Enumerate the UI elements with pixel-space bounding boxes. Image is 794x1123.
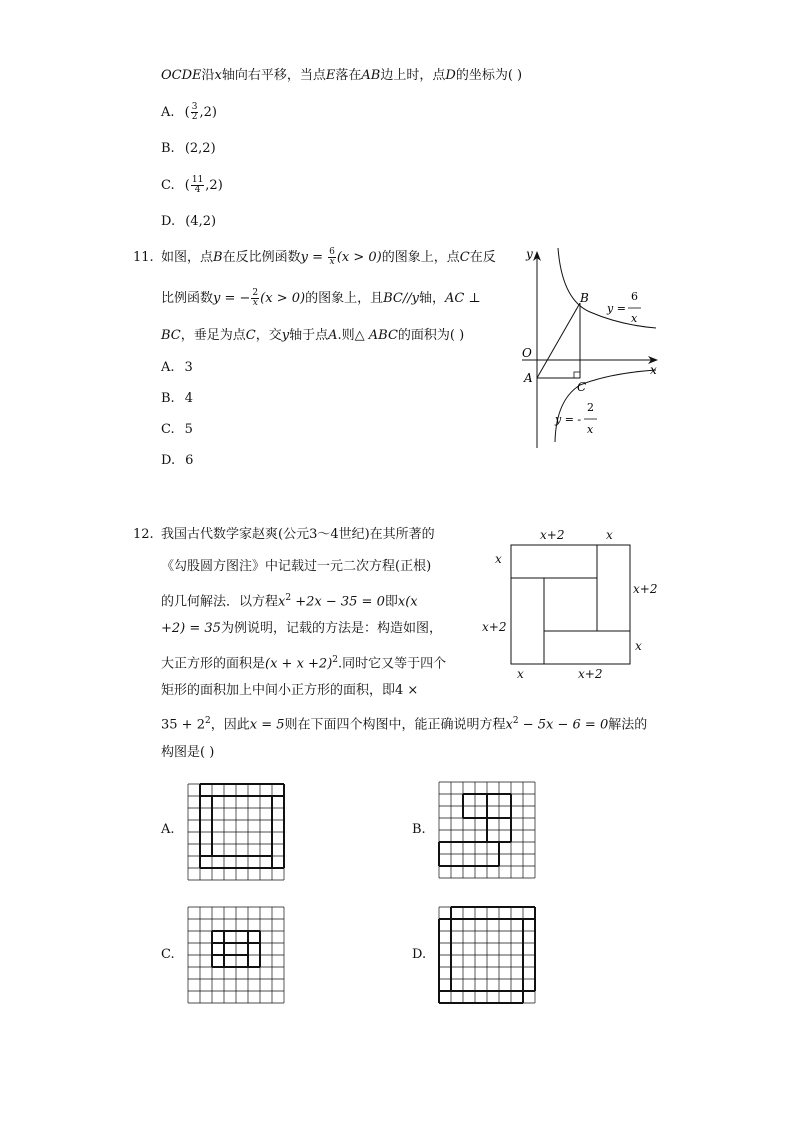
q12-text: 为例说明，记载的方法是：构造如图， [220, 621, 442, 636]
label-top-left: x+2 [540, 528, 565, 542]
rect-top [511, 545, 597, 578]
q12-formula: +2x − 35 = 0 [291, 594, 385, 610]
option-letter: D. [161, 214, 176, 229]
label-bottom-left: x [517, 667, 524, 681]
q11-text: 在反比例函数 [222, 250, 301, 265]
outer-square [511, 545, 630, 664]
q12-stem-line8: 构图是( ) [161, 745, 215, 760]
option-letter: D. [161, 453, 176, 468]
q12-exp: 2 [332, 655, 339, 665]
q12-exp: 2 [285, 593, 292, 603]
q12-choice-a[interactable]: A. [161, 822, 175, 837]
q10-option-c[interactable] [161, 176, 223, 196]
q12-formula: 35 + 2 [161, 717, 205, 733]
option-text: ,2) [199, 105, 217, 120]
q11-text: .则 [337, 328, 355, 343]
q10-text: 落在 [335, 68, 362, 83]
q11-option-d[interactable] [161, 451, 193, 471]
q11-formula: y = [300, 250, 328, 265]
option-text: ( [184, 105, 190, 120]
fraction [191, 176, 204, 195]
q12-exp: 2 [204, 716, 211, 726]
q12-text: ，因此 [210, 717, 250, 733]
fraction-den: 2 [191, 112, 198, 122]
q12-choice-c-figure[interactable] [186, 905, 286, 1005]
q12-choice-d[interactable]: D. [412, 947, 427, 962]
q10-var: D [445, 68, 456, 83]
q10-option-b[interactable] [161, 139, 216, 159]
q11-option-a[interactable] [161, 358, 193, 378]
option-letter: C. [161, 422, 175, 437]
label-left-top: x [495, 552, 502, 566]
q11-option-c[interactable] [161, 420, 193, 440]
rect-left [511, 578, 544, 664]
label-top-right: x [606, 528, 613, 542]
option-text: (2,2) [184, 141, 216, 156]
q11-var: A [328, 328, 338, 343]
q11-text: ，交 [255, 328, 282, 343]
q12-choice-a-figure[interactable] [186, 782, 286, 882]
segment-ab [537, 303, 580, 378]
q11-stem-line1 [161, 248, 496, 268]
q11-stem-line3 [161, 326, 464, 346]
q12-stem-line7 [161, 711, 647, 735]
q11-text: 如图，点 [161, 250, 214, 265]
q12-formula: x = 5 [249, 717, 285, 733]
q12-figure [478, 523, 663, 683]
option-letter: C. [161, 178, 175, 193]
option-text: ( [184, 178, 190, 193]
point-c-label: C [577, 380, 587, 394]
q12-text: 即 [384, 594, 398, 610]
q12-formula: (x + x +2) [265, 656, 333, 672]
q10-var: x [214, 68, 222, 83]
q10-option-a[interactable] [161, 103, 217, 123]
option-text: 5 [184, 422, 193, 437]
q11-formula: AC ⊥ [444, 291, 481, 306]
option-text: 4 [184, 391, 193, 406]
q10-text: 边上时，点 [380, 68, 446, 83]
label-bottom-right: x+2 [578, 667, 603, 681]
q12-var: x [505, 717, 513, 733]
q12-choice-c[interactable]: C. [161, 947, 175, 962]
curve2-den: x [587, 423, 594, 436]
q11-formula: BC//y [383, 291, 419, 306]
q10-var: AB [361, 68, 381, 83]
q12-text: 解法的 [608, 717, 648, 733]
curve2-num: 2 [587, 401, 594, 414]
fraction [251, 289, 259, 308]
q11-text: ，垂足为点 [180, 328, 246, 343]
q11-text: 轴， [418, 291, 445, 306]
option-letter: A. [161, 360, 175, 375]
q11-formula: y = − [213, 291, 251, 306]
q10-var: E [325, 68, 336, 83]
q11-text: 比例函数 [161, 291, 214, 306]
fraction-num: 11 [191, 175, 204, 185]
fraction [191, 103, 199, 122]
point-a-label: A [524, 371, 533, 385]
fraction-den: 4 [194, 185, 201, 195]
option-letter: B. [161, 141, 175, 156]
q11-option-b[interactable] [161, 389, 193, 409]
rect-right [597, 545, 630, 631]
q10-text: 的坐标为( ) [455, 68, 523, 83]
option-text: ,2) [205, 178, 223, 193]
fraction-num: 6 [329, 247, 335, 257]
q10-shape: OCDE [161, 68, 202, 83]
q12-text: 的几何解法．以方程 [161, 594, 279, 610]
origin-label: O [522, 346, 532, 360]
q10-option-d[interactable] [161, 212, 216, 232]
q12-stem-line6: 矩形的面积加上中间小正方形的面积，即4 × [161, 683, 419, 698]
q10-text: 轴向右平移，当点 [221, 68, 326, 83]
fraction-den: x [329, 257, 335, 267]
option-letter: A. [161, 105, 175, 120]
q10-stem [161, 66, 522, 86]
q12-stem-line3 [161, 588, 418, 612]
q11-stem-line2 [161, 289, 481, 309]
fraction-num: 2 [252, 288, 259, 298]
curve2-label: y = - [555, 413, 582, 426]
q12-stem-line2: 《勾股圆方图注》中记载过一元二次方程(正根) [161, 559, 432, 574]
q12-choice-d-figure[interactable] [437, 905, 537, 1005]
q12-exp: 2 [512, 716, 519, 726]
right-angle-mark [574, 372, 580, 378]
q12-text: 则在下面四个构图中，能正确说明方程 [284, 717, 506, 733]
q12-formula: x(x [397, 594, 418, 610]
label-right-top: x+2 [633, 582, 658, 596]
q12-number: 12. [133, 527, 154, 542]
q11-text: 的图象上，点 [381, 250, 460, 265]
option-text: 3 [184, 360, 193, 375]
q11-var: △ ABC [354, 328, 398, 343]
q12-text: 大正方形的面积是 [161, 656, 266, 672]
label-left-mid: x+2 [482, 620, 507, 634]
fraction-num: 3 [191, 102, 198, 112]
q11-number: 11. [133, 250, 154, 265]
q11-var: BC [161, 328, 181, 343]
label-right-bottom: x [635, 639, 642, 653]
option-text: 6 [185, 453, 194, 468]
q11-var: y [281, 328, 290, 343]
point-b-label: B [580, 291, 589, 305]
q12-text: .同时它又等于四个 [338, 656, 447, 672]
fraction-den: x [252, 298, 258, 308]
option-text: (4,2) [185, 214, 217, 229]
curve1-den: x [631, 312, 638, 325]
q11-text: 在反 [469, 250, 496, 265]
rect-bottom [544, 631, 630, 664]
q12-formula: +2) = 35 [161, 621, 221, 636]
q11-formula: (x > 0) [336, 250, 382, 265]
q12-var: x [278, 594, 286, 610]
q10-text: 沿 [201, 68, 215, 83]
x-axis-label: x [650, 363, 657, 377]
q11-figure [500, 240, 670, 455]
q11-text: 的图象上，且 [305, 291, 384, 306]
q11-var: B [213, 250, 223, 265]
q12-choice-b[interactable]: B. [412, 822, 426, 837]
q12-stem-line4 [161, 619, 442, 639]
curve1-num: 6 [631, 290, 638, 303]
fraction [328, 248, 336, 267]
q11-text: 轴于点 [289, 328, 329, 343]
q11-text: 的面积为( ) [397, 328, 465, 343]
q11-formula: (x > 0) [260, 291, 306, 306]
q12-stem-line1: 我国古代数学家赵爽(公元3～4世纪)在其所著的 [161, 527, 435, 542]
q12-stem-line5 [161, 650, 446, 674]
q11-var: C [245, 328, 256, 343]
y-axis-label: y [526, 247, 533, 261]
curve1-label: y = [607, 302, 626, 315]
q12-choice-b-figure[interactable] [437, 780, 537, 880]
option-letter: B. [161, 391, 175, 406]
curve-negative [555, 370, 656, 442]
q11-var: C [459, 250, 470, 265]
q12-formula: − 5x − 6 = 0 [518, 717, 609, 733]
